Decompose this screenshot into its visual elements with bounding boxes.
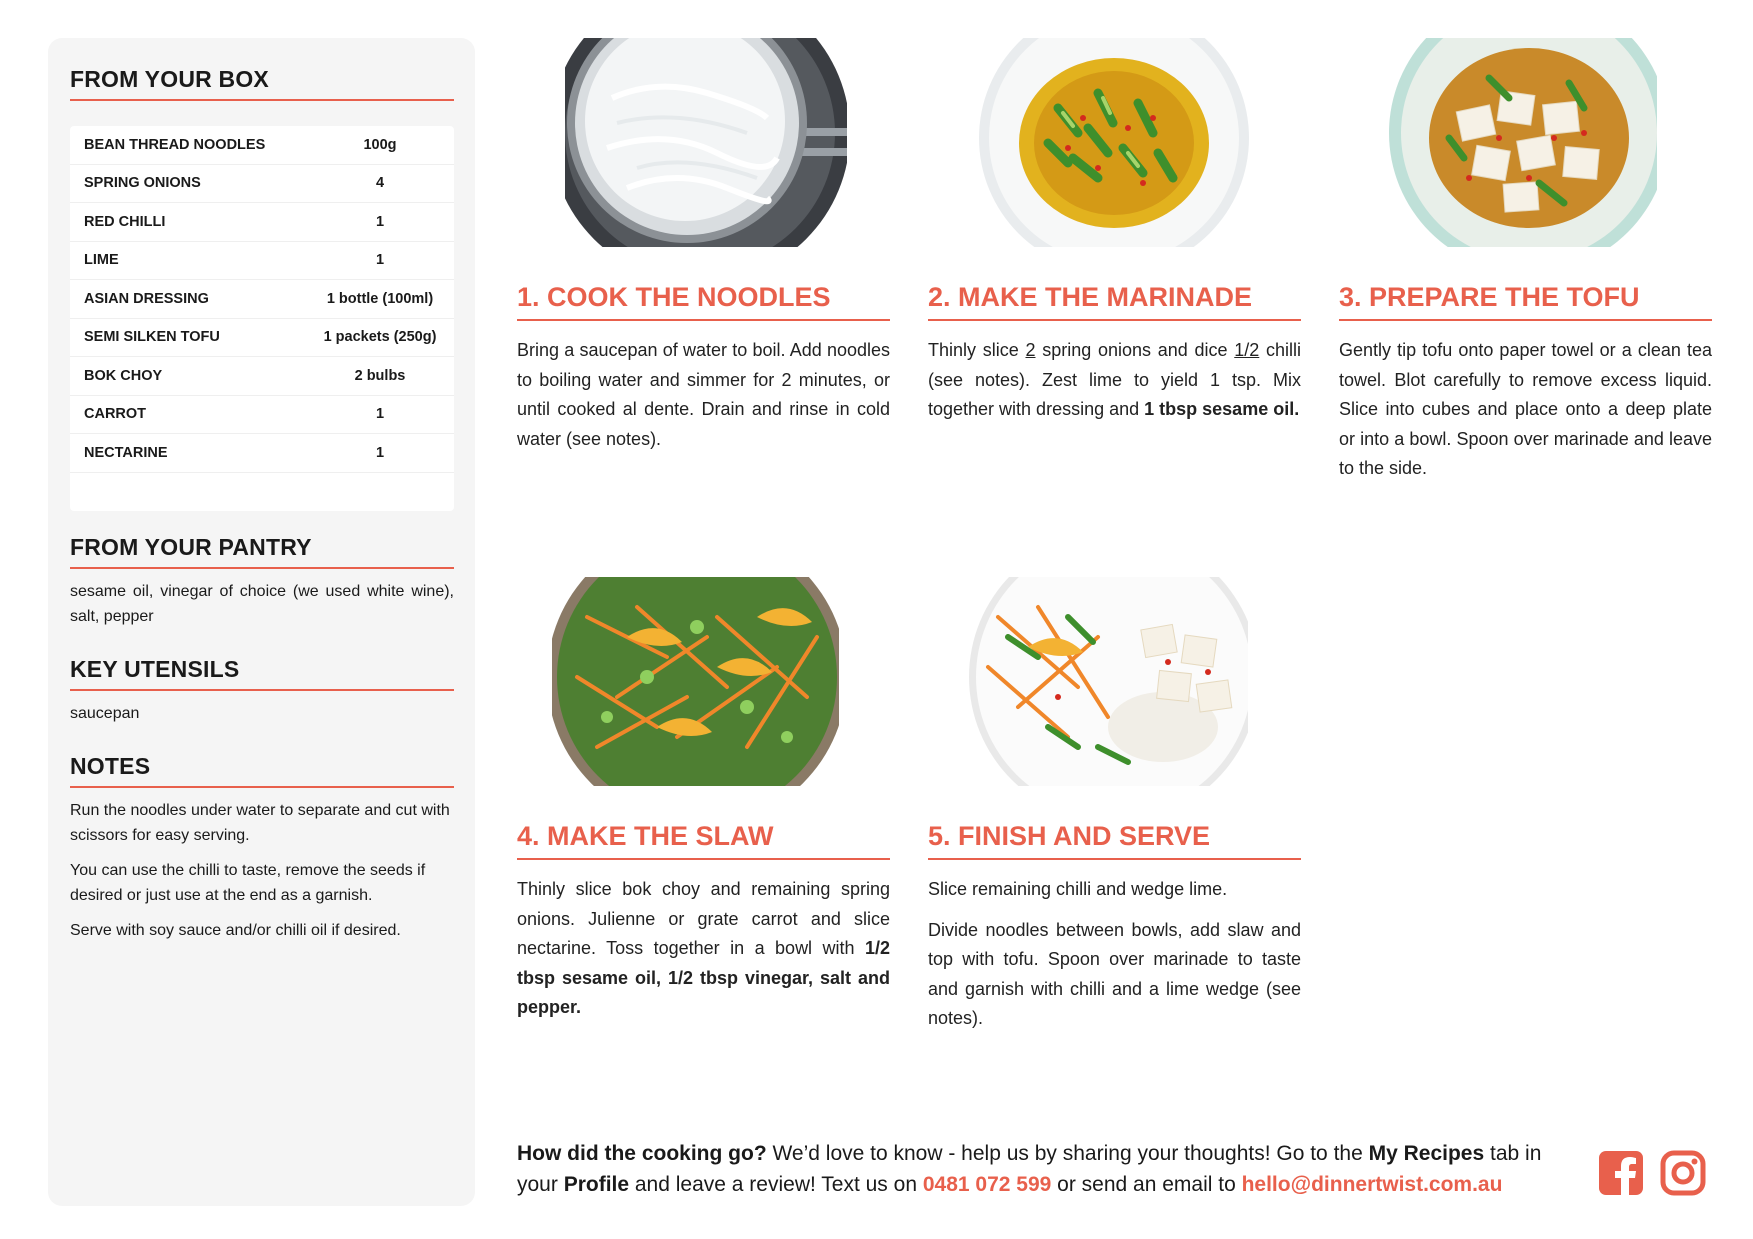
ingredient-qty: 1	[375, 213, 385, 230]
step-text: Thinly slice bok choy and remaining spring onions. Julienne or grate carrot and slice nectarine. Toss together in a bowl with	[517, 879, 890, 958]
ingredient-qty: 1 packets (250g)	[323, 329, 437, 346]
ingredient-name: NECTARINE	[84, 444, 168, 461]
ingredient-name: SPRING ONIONS	[84, 175, 201, 192]
review-footer	[517, 1138, 1587, 1200]
step-title: 3. PREPARE THE TOFU	[1339, 282, 1712, 321]
from-your-pantry-title: FROM YOUR PANTRY	[70, 534, 454, 569]
ingredient-name: ASIAN DRESSING	[84, 290, 209, 307]
footer-bold: My Recipes	[1368, 1142, 1485, 1165]
ingredient-name: SEMI SILKEN TOFU	[84, 329, 220, 346]
ingredients-sidebar	[48, 38, 475, 1206]
step-title: 5. FINISH AND SERVE	[928, 821, 1301, 860]
step-body: Gently tip tofu onto paper towel or a clean tea towel. Blot carefully to remove excess liquid. Slice into cubes and place onto a deep plate or into a bowl. Spoon over marinade and leave to the side.	[1339, 340, 1712, 478]
step-title: 4. MAKE THE SLAW	[517, 821, 890, 860]
footer-bold: How did the cooking go?	[517, 1142, 767, 1165]
step-body	[928, 336, 1301, 425]
note-item: You can use the chilli to taste, remove the seeds if desired or just use at the end as a garnish.	[70, 862, 426, 904]
phone-number[interactable]: 0481 072 599	[922, 1173, 1052, 1196]
facebook-icon[interactable]	[1598, 1150, 1644, 1196]
step-text: Thinly slice	[928, 340, 1026, 360]
footer-text: or send an email to	[1051, 1173, 1242, 1196]
ingredient-qty: 2 bulbs	[354, 367, 406, 384]
note-item: Serve with soy sauce and/or chilli oil if desired.	[70, 922, 401, 939]
ingredient-row	[70, 242, 454, 281]
pantry-text: sesame oil, vinegar of choice (we used white wine), salt, pepper	[70, 583, 454, 625]
ingredient-qty: 1	[375, 252, 385, 269]
ingredients-table	[70, 126, 454, 511]
ingredient-qty: 100g	[363, 136, 397, 153]
ingredient-qty: 1	[375, 444, 385, 461]
footer-text: and leave a review! Text us on	[629, 1173, 923, 1196]
ingredient-name: BEAN THREAD NOODLES	[84, 136, 266, 153]
step-body	[517, 875, 890, 1023]
footer-bold: Profile	[563, 1173, 630, 1196]
footer-text: tab in your	[517, 1142, 1542, 1196]
marinade-bowl-photo	[928, 38, 1301, 247]
step-paragraph: Slice remaining chilli and wedge lime.	[928, 879, 1228, 899]
key-utensils-title: KEY UTENSILS	[70, 656, 454, 691]
utensils-text: saucepan	[70, 705, 140, 722]
ingredient-qty: 4	[375, 175, 385, 192]
ingredient-row	[70, 396, 454, 435]
step-body: Bring a saucepan of water to boil. Add noodles to boiling water and simmer for 2 minutes, or until cooked al dente. Drain and rinse in cold water (see notes).	[517, 340, 890, 449]
slaw-bowl-photo	[517, 577, 890, 786]
ingredient-name: LIME	[84, 252, 119, 269]
step-text-underline: 2	[1025, 340, 1036, 360]
tofu-bowl-photo	[1339, 38, 1712, 247]
note-item: Run the noodles under water to separate and cut with scissors for easy serving.	[70, 802, 450, 844]
step-text: chilli (see notes). Zest lime to yield 1 tsp. Mix together with dressing and	[928, 340, 1302, 419]
step-text-bold: 1 tbsp sesame oil.	[1144, 399, 1300, 419]
ingredient-row	[70, 357, 454, 396]
ingredient-row	[70, 319, 454, 358]
ingredient-name: BOK CHOY	[84, 367, 163, 384]
ingredient-qty: 1 bottle (100ml)	[326, 290, 434, 307]
step-text-bold: 1/2 tbsp sesame oil, 1/2 tbsp vinegar, salt and pepper.	[517, 938, 890, 1017]
email-link[interactable]: hello@dinnertwist.com.au	[1241, 1173, 1503, 1196]
ingredient-name: RED CHILLI	[84, 213, 166, 230]
step-title: 1. COOK THE NOODLES	[517, 282, 890, 321]
step-title: 2. MAKE THE MARINADE	[928, 282, 1301, 321]
footer-text: We’d love to know - help us by sharing your thoughts! Go to the	[766, 1142, 1369, 1165]
ingredient-row	[70, 165, 454, 204]
notes-list	[70, 798, 454, 953]
from-your-box-title: FROM YOUR BOX	[70, 66, 454, 101]
ingredient-row	[70, 203, 454, 242]
noodles-in-strainer-photo	[517, 38, 890, 247]
ingredient-row	[70, 126, 454, 165]
ingredient-qty: 1	[375, 406, 385, 423]
step-text: spring onions and dice	[1035, 340, 1235, 360]
finished-dish-photo	[928, 577, 1301, 786]
ingredient-row	[70, 434, 454, 473]
notes-title: NOTES	[70, 753, 454, 788]
instagram-icon[interactable]	[1660, 1150, 1706, 1196]
ingredient-row	[70, 280, 454, 319]
step-paragraph: Divide noodles between bowls, add slaw and top with tofu. Spoon over marinade to taste and garnish with chilli and a lime wedge (see notes).	[928, 919, 1301, 1028]
step-text-underline: 1/2	[1234, 340, 1260, 360]
ingredient-name: CARROT	[84, 406, 147, 423]
step-body	[928, 875, 1301, 1045]
